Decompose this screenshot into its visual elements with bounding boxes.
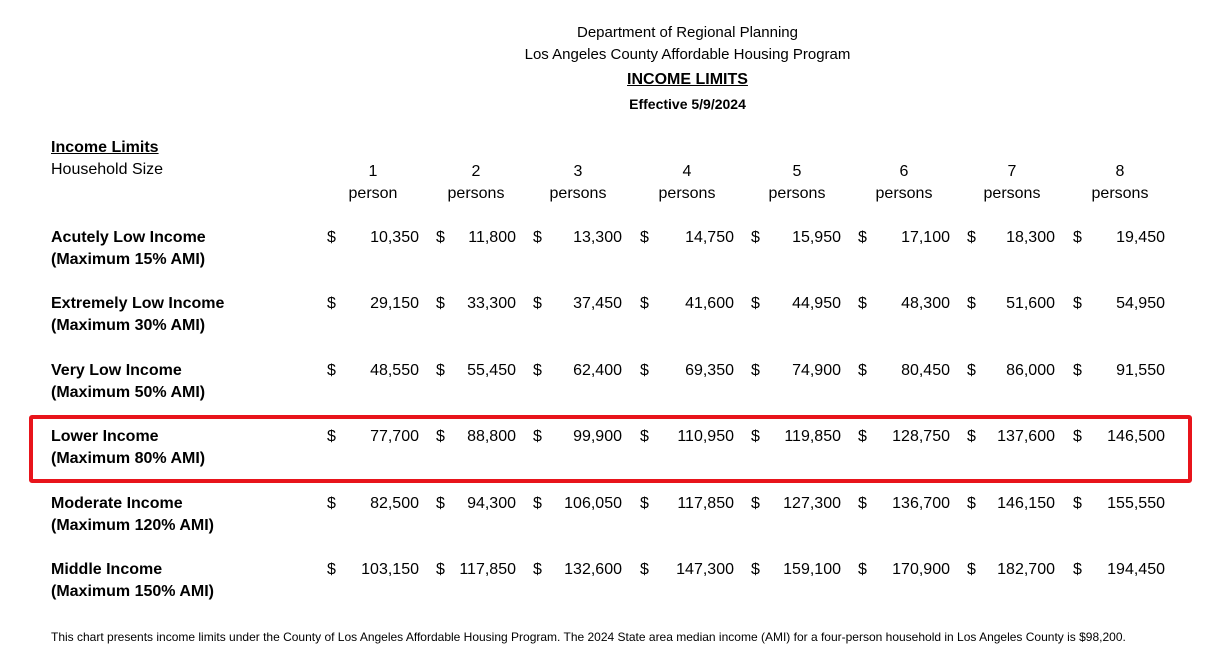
column-header-1 [328, 161, 418, 205]
column-number: 5 [792, 163, 802, 180]
currency-symbol: $ [858, 362, 867, 379]
column-unit: persons [549, 185, 607, 202]
income-limit-cell: 182,700 [997, 561, 1055, 578]
income-limit-cell: 117,850 [677, 495, 734, 512]
column-number: 8 [1115, 163, 1125, 180]
ami-threshold: (Maximum 50% AMI) [51, 384, 206, 401]
currency-symbol: $ [327, 362, 336, 379]
currency-symbol: $ [533, 295, 542, 312]
income-limit-cell: 62,400 [573, 362, 622, 379]
ami-threshold: (Maximum 150% AMI) [51, 583, 214, 600]
currency-symbol: $ [327, 295, 336, 312]
income-limit-cell: 55,450 [467, 362, 516, 379]
income-limit-cell: 48,550 [370, 362, 419, 379]
currency-symbol: $ [1073, 229, 1082, 246]
income-limit-cell: 119,850 [784, 428, 841, 445]
currency-symbol: $ [640, 362, 649, 379]
income-limit-cell: 51,600 [1006, 295, 1055, 312]
currency-symbol: $ [436, 495, 445, 512]
currency-symbol: $ [640, 495, 649, 512]
currency-symbol: $ [751, 561, 760, 578]
income-category: Lower Income [51, 428, 159, 445]
program-name: Los Angeles County Affordable Housing Program [524, 46, 851, 63]
income-limit-cell: 132,600 [564, 561, 622, 578]
income-limit-cell: 159,100 [783, 561, 841, 578]
currency-symbol: $ [533, 495, 542, 512]
income-limit-cell: 19,450 [1116, 229, 1165, 246]
income-limit-cell: 86,000 [1006, 362, 1055, 379]
income-limit-cell: 88,800 [467, 428, 516, 445]
currency-symbol: $ [858, 495, 867, 512]
income-limit-cell: 74,900 [792, 362, 841, 379]
column-unit: persons [447, 185, 505, 202]
income-limit-cell: 13,300 [573, 229, 622, 246]
income-limit-cell: 99,900 [573, 428, 622, 445]
income-category: Acutely Low Income [51, 229, 206, 246]
currency-symbol: $ [967, 495, 976, 512]
ami-threshold: (Maximum 120% AMI) [51, 517, 214, 534]
income-limit-cell: 33,300 [467, 295, 516, 312]
column-unit: persons [1091, 185, 1149, 202]
column-header-7 [967, 161, 1057, 205]
column-number: 7 [1007, 163, 1017, 180]
column-unit: persons [768, 185, 826, 202]
income-limit-cell: 147,300 [676, 561, 734, 578]
income-limit-cell: 80,450 [901, 362, 950, 379]
currency-symbol: $ [1073, 495, 1082, 512]
column-header-3 [533, 161, 623, 205]
income-limit-cell: 69,350 [685, 362, 734, 379]
currency-symbol: $ [436, 428, 445, 445]
currency-symbol: $ [967, 428, 976, 445]
column-unit: persons [875, 185, 933, 202]
column-number: 3 [573, 163, 583, 180]
income-limit-cell: 146,150 [997, 495, 1055, 512]
department-name: Department of Regional Planning [577, 24, 798, 41]
income-limit-cell: 103,150 [361, 561, 419, 578]
column-unit: person [348, 185, 398, 202]
income-limit-cell: 136,700 [892, 495, 950, 512]
currency-symbol: $ [967, 561, 976, 578]
column-number: 2 [471, 163, 481, 180]
income-limit-cell: 15,950 [792, 229, 841, 246]
currency-symbol: $ [640, 229, 649, 246]
income-limit-cell: 137,600 [997, 428, 1055, 445]
income-limit-cell: 18,300 [1006, 229, 1055, 246]
column-number: 6 [899, 163, 909, 180]
currency-symbol: $ [1073, 362, 1082, 379]
income-limit-cell: 48,300 [901, 295, 950, 312]
currency-symbol: $ [858, 295, 867, 312]
document-title: INCOME LIMITS [627, 71, 748, 88]
currency-symbol: $ [751, 495, 760, 512]
income-limit-cell: 44,950 [792, 295, 841, 312]
currency-symbol: $ [967, 295, 976, 312]
currency-symbol: $ [640, 428, 649, 445]
income-category: Middle Income [51, 561, 163, 578]
income-limit-cell: 106,050 [564, 495, 622, 512]
currency-symbol: $ [858, 561, 867, 578]
currency-symbol: $ [751, 428, 760, 445]
income-category: Extremely Low Income [51, 295, 225, 312]
column-header-5 [752, 161, 842, 205]
effective-date: Effective 5/9/2024 [629, 96, 746, 112]
row-label [51, 559, 214, 603]
currency-symbol: $ [751, 295, 760, 312]
currency-symbol: $ [327, 229, 336, 246]
column-unit: persons [983, 185, 1041, 202]
income-limit-cell: 91,550 [1116, 362, 1165, 379]
currency-symbol: $ [1073, 561, 1082, 578]
income-limit-cell: 11,800 [468, 229, 516, 246]
income-limit-cell: 170,900 [892, 561, 950, 578]
currency-symbol: $ [327, 561, 336, 578]
currency-symbol: $ [751, 229, 760, 246]
currency-symbol: $ [327, 428, 336, 445]
income-limit-cell: 54,950 [1116, 295, 1165, 312]
income-limit-cell: 127,300 [783, 495, 841, 512]
income-limit-cell: 17,100 [901, 229, 950, 246]
income-limit-cell: 82,500 [370, 495, 419, 512]
column-header-8 [1075, 161, 1165, 205]
footnote: This chart presents income limits under the County of Los Angeles Affordable Housing Program. The 2024 State area median income (AMI) for a four-person household in Los Angeles County is $98,200. [51, 630, 1126, 644]
highlight-box [29, 415, 1192, 483]
column-header-4 [642, 161, 732, 205]
currency-symbol: $ [436, 295, 445, 312]
row-label [51, 293, 224, 337]
currency-symbol: $ [751, 362, 760, 379]
currency-symbol: $ [967, 229, 976, 246]
row-label [51, 493, 214, 537]
household-size-label: Household Size [51, 161, 164, 178]
income-limit-cell: 110,950 [677, 428, 734, 445]
income-limit-cell: 194,450 [1107, 561, 1165, 578]
ami-threshold: (Maximum 15% AMI) [51, 251, 206, 268]
currency-symbol: $ [858, 428, 867, 445]
column-unit: persons [658, 185, 716, 202]
income-limit-cell: 10,350 [370, 229, 419, 246]
section-title: Income Limits [51, 139, 159, 156]
income-category: Moderate Income [51, 495, 183, 512]
currency-symbol: $ [1073, 295, 1082, 312]
income-limit-cell: 146,500 [1107, 428, 1165, 445]
income-limit-cell: 41,600 [685, 295, 734, 312]
currency-symbol: $ [1073, 428, 1082, 445]
column-number: 4 [682, 163, 692, 180]
income-limit-cell: 37,450 [573, 295, 622, 312]
column-number: 1 [368, 163, 378, 180]
currency-symbol: $ [640, 295, 649, 312]
income-limit-cell: 128,750 [892, 428, 950, 445]
income-category: Very Low Income [51, 362, 182, 379]
currency-symbol: $ [967, 362, 976, 379]
income-limit-cell: 77,700 [370, 428, 419, 445]
column-header-2 [431, 161, 521, 205]
currency-symbol: $ [858, 229, 867, 246]
row-label [51, 227, 206, 271]
currency-symbol: $ [436, 561, 445, 578]
currency-symbol: $ [533, 428, 542, 445]
ami-threshold: (Maximum 80% AMI) [51, 450, 206, 467]
currency-symbol: $ [533, 561, 542, 578]
currency-symbol: $ [533, 362, 542, 379]
row-label [51, 360, 205, 404]
currency-symbol: $ [533, 229, 542, 246]
currency-symbol: $ [436, 362, 445, 379]
income-limit-cell: 29,150 [370, 295, 419, 312]
income-limit-cell: 94,300 [467, 495, 516, 512]
income-limit-cell: 14,750 [685, 229, 734, 246]
currency-symbol: $ [640, 561, 649, 578]
income-limit-cell: 155,550 [1107, 495, 1165, 512]
currency-symbol: $ [436, 229, 445, 246]
currency-symbol: $ [327, 495, 336, 512]
income-limit-cell: 117,850 [459, 561, 516, 578]
ami-threshold: (Maximum 30% AMI) [51, 317, 206, 334]
column-header-6 [859, 161, 949, 205]
